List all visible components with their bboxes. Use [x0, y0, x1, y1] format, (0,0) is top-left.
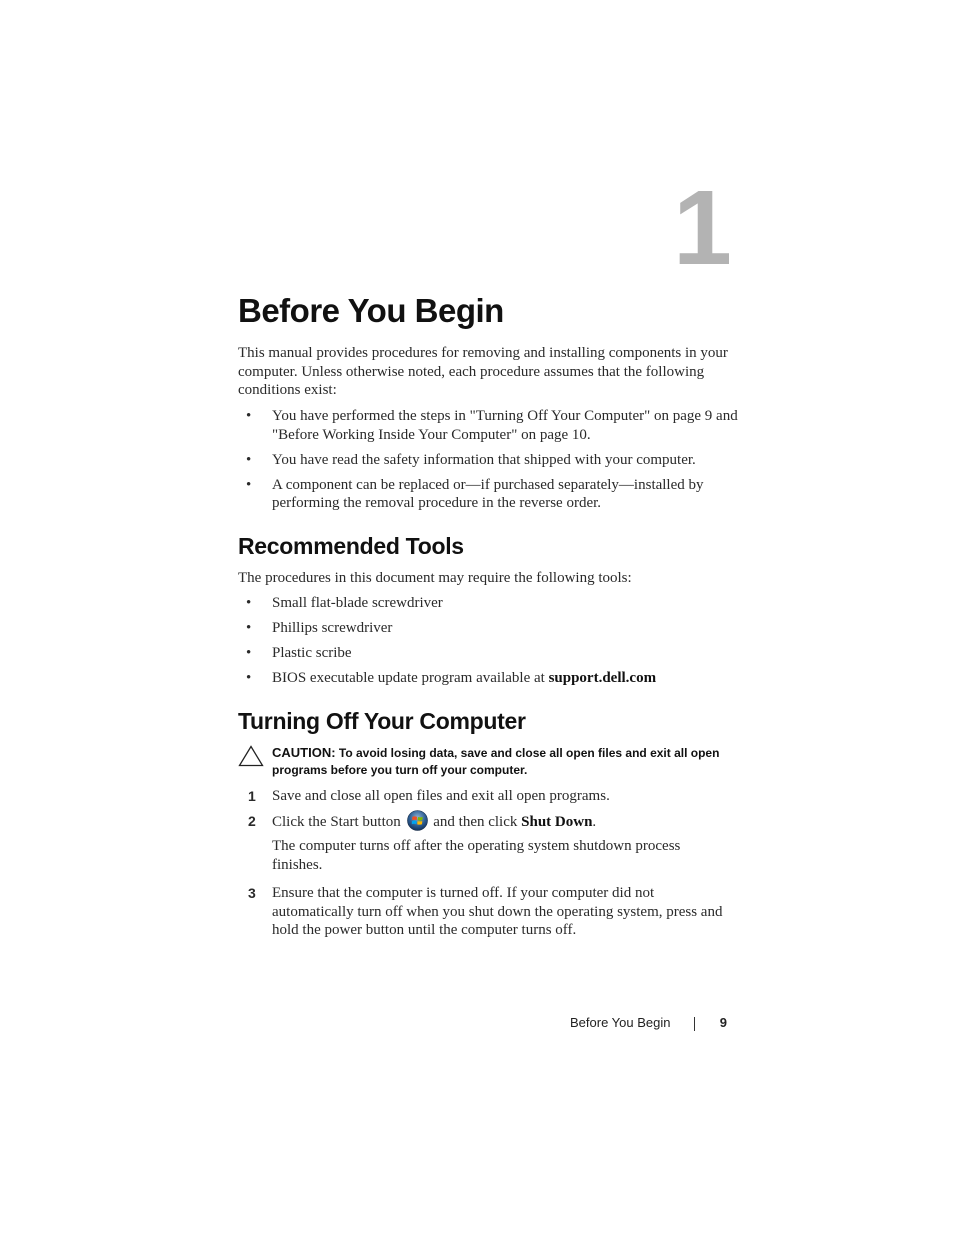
step-item: 2 Click the Start button and then click Shut Down. [238, 812, 738, 833]
step-item: 1 Save and close all open files and exit all open programs. [248, 788, 610, 804]
intro-paragraph: This manual provides procedures for removing and installing components in your computer. Unless otherwise noted, each procedure assumes that the following conditions exist: [238, 345, 728, 398]
caution-notice [238, 744, 738, 779]
footer-divider [694, 1017, 695, 1031]
page-number: 9 [719, 1015, 727, 1030]
support-link[interactable]: support.dell.com [548, 670, 657, 686]
list-item: • Plastic scribe [246, 645, 352, 661]
recommended-tools-heading: Recommended Tools [238, 533, 464, 559]
footer-title: Before You Begin [570, 1015, 671, 1030]
list-item: • You have performed the steps in "Turning Off Your Computer" on page 9 and "Before Working Inside Your Computer" on page 10. [246, 408, 738, 443]
step-note: The computer turns off after the operating system shutdown process finishes. [272, 838, 681, 873]
chapter-number: 1 [673, 169, 732, 287]
page-footer [540, 1015, 730, 1035]
windows-start-icon[interactable] [407, 810, 428, 831]
warning-triangle-icon [238, 745, 264, 767]
step-number: 2 [248, 812, 256, 829]
list-item: • You have read the safety information that shipped with your computer. [246, 451, 696, 468]
step-item: 3 Ensure that the computer is turned off. If your computer did not automatically turn off when you shut down the operating system, press and hold the power button until the computer turns off. [248, 885, 723, 938]
shutdown-steps-continued [238, 884, 738, 940]
shut-down-label: Shut Down [521, 813, 593, 830]
tools-list [238, 594, 738, 688]
caution-label: CAUTION: [272, 745, 336, 760]
shutdown-steps [238, 787, 738, 833]
step-number: 3 [248, 885, 256, 901]
turning-off-heading: Turning Off Your Computer [238, 708, 526, 734]
step-number: 1 [248, 788, 256, 804]
list-item: • A component can be replaced or—if purchased separately—installed by performing the removal procedure in the reverse order. [246, 476, 704, 511]
list-item: • Phillips screwdriver [246, 620, 393, 636]
tools-intro: The procedures in this document may require the following tools: [238, 570, 632, 586]
caution-text: CAUTION: To avoid losing data, save and close all open files and exit all open programs before you turn off your computer. [272, 745, 720, 777]
list-item: • BIOS executable update program available at support.dell.com [246, 670, 657, 686]
conditions-list [238, 407, 738, 513]
list-item: • Small flat-blade screwdriver [246, 595, 443, 611]
page-title: Before You Begin [238, 292, 504, 329]
